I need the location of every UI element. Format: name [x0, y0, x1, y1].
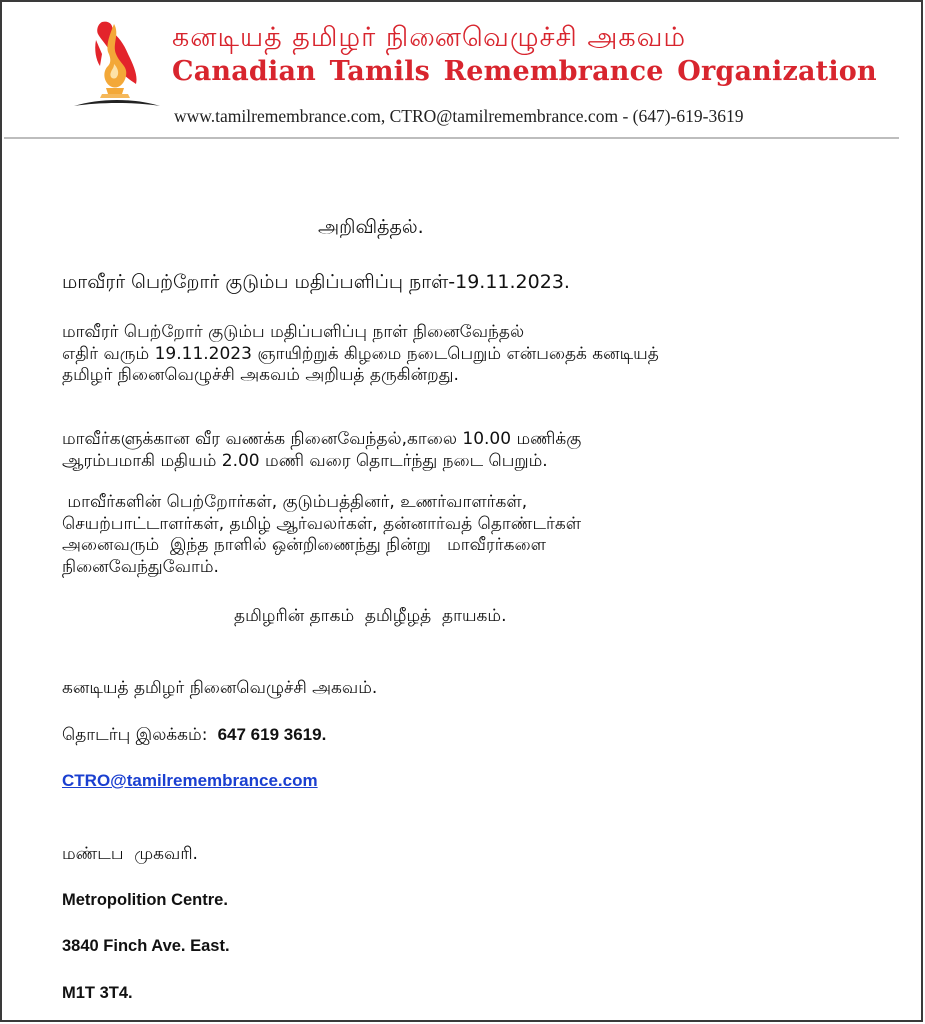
- paragraph-line: அனைவரும் இந்த நாளில் ஒன்றிணைந்து நின்று மாவீரர்களை: [62, 535, 546, 555]
- paragraph-line: மாவீர்களின் பெற்றோர்கள், குடும்பத்தினர், உணர்வாளர்கள்,: [62, 492, 528, 512]
- venue-label: மண்டப முகவரி.: [62, 844, 198, 864]
- venue-postal-code: M1T 3T4.: [62, 984, 133, 1002]
- notice-paragraph-2: [62, 429, 581, 472]
- slogan: தமிழரின் தாகம் தமிழீழத் தாயகம்.: [234, 606, 507, 626]
- phone-label: தொடர்பு இலக்கம்:: [62, 725, 213, 745]
- phone-number: 647 619 3619.: [212, 725, 327, 744]
- paragraph-line: மாவீரர் பெற்றோர் குடும்ப மதிப்பளிப்பு நாள் நினைவேந்தல்: [62, 322, 525, 342]
- org-name-tamil: கனடியத் தமிழர் நினைவெழுச்சி அகவம்: [172, 22, 687, 53]
- email-link[interactable]: CTRO@tamilremembrance.com: [62, 771, 318, 790]
- header-divider: [4, 137, 899, 139]
- paragraph-line: ஆரம்பமாகி மதியம் 2.00 மணி வரை தொடர்ந்து நடை பெறும்.: [62, 450, 548, 471]
- notice-paragraph-1: [62, 322, 659, 387]
- org-contact-line: www.tamilremembrance.com, CTRO@tamilremembrance.com - (647)-619-3619: [174, 106, 744, 126]
- org-name-english: Canadian Tamils Remembrance Organization: [172, 56, 877, 87]
- flame-logo-icon: [72, 14, 162, 110]
- paragraph-line: மாவீர்களுக்கான வீர வணக்க நினைவேந்தல்,காலை 10.00 மணிக்கு: [62, 429, 582, 449]
- venue-street: 3840 Finch Ave. East.: [62, 937, 230, 955]
- paragraph-line: நினைவேந்துவோம்.: [62, 556, 219, 577]
- paragraph-line: தமிழர் நினைவெழுச்சி அகவம் அறியத் தருகின்றது.: [62, 365, 459, 385]
- notice-title: அறிவித்தல்.: [318, 216, 424, 238]
- signature-org: கனடியத் தமிழர் நினைவெழுச்சி அகவம்.: [62, 678, 378, 698]
- venue-name: Metropolition Centre.: [62, 891, 228, 909]
- notice-subject: மாவீரர் பெற்றோர் குடும்ப மதிப்பளிப்பு நாள்-19.11.2023.: [62, 271, 570, 293]
- notice-paragraph-3: [62, 492, 581, 578]
- paragraph-line: எதிர் வரும் 19.11.2023 ஞாயிற்றுக் கிழமை நடைபெறும் என்பதைக் கனடியத்: [62, 343, 659, 364]
- contact-phone: [62, 724, 326, 747]
- paragraph-line: செயற்பாட்டாளர்கள், தமிழ் ஆர்வலர்கள், தன்னார்வத் தொண்டர்கள்: [62, 513, 582, 534]
